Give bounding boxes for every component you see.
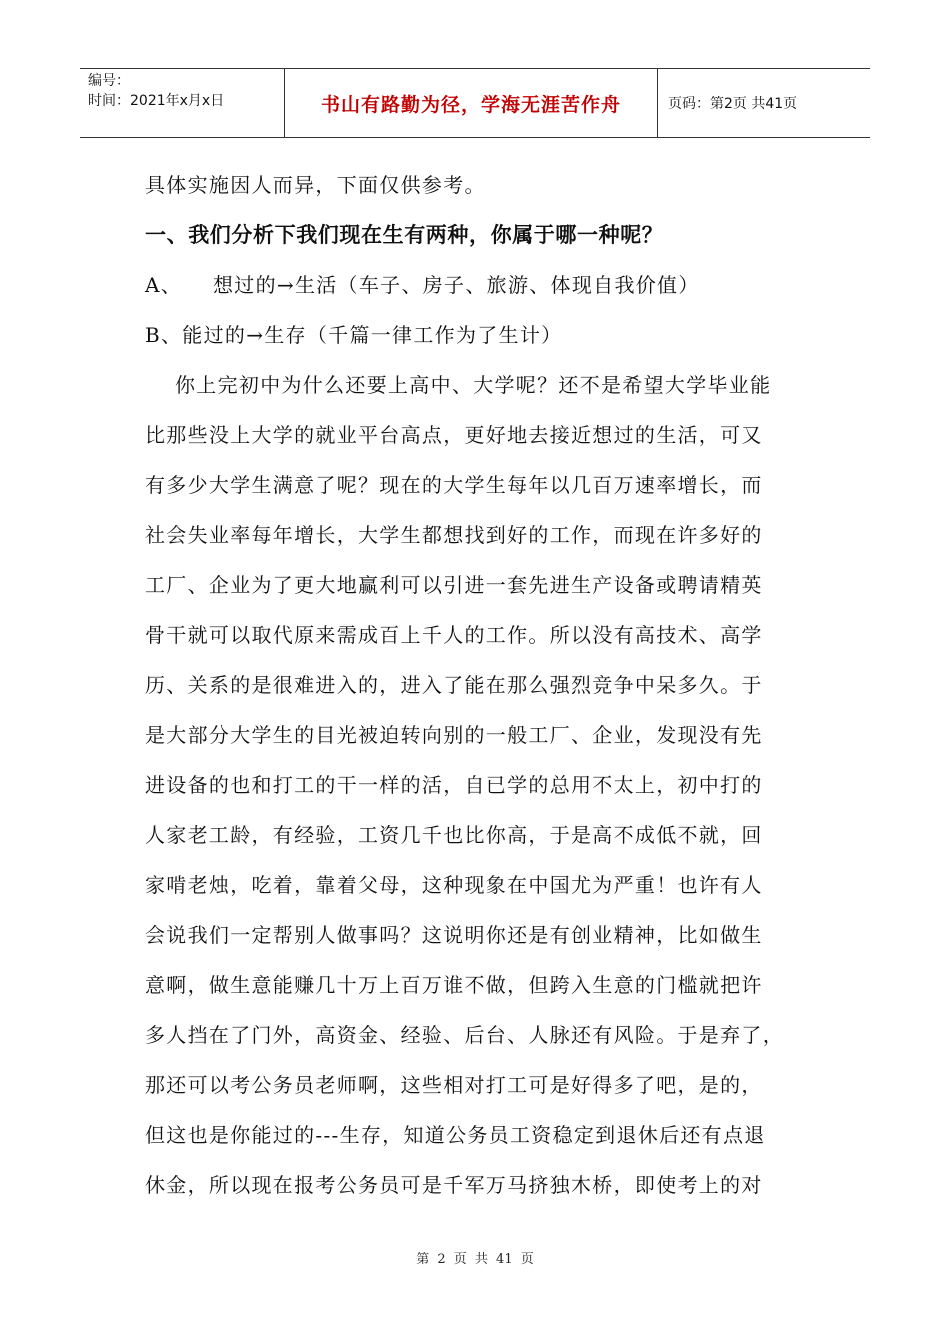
list-item-a	[145, 260, 807, 310]
paragraph-line: 家啃老烛，吃着，靠着父母，这种现象在中国尤为严重！也许有人	[145, 873, 763, 897]
header-meta	[80, 69, 285, 137]
page-header	[80, 68, 870, 138]
paragraph-line: 有多少大学生满意了呢？现在的大学生每年以几百万速率增长，而	[145, 473, 763, 497]
paragraph-line: 但这也是你能过的---生存，知道公务员工资稳定到退休后还有点退	[145, 1123, 766, 1147]
paragraph-line: 多人挡在了门外，高资金、经验、后台、人脉还有风险。于是弃了，	[145, 1023, 784, 1047]
header-motto: 书山有路勤为径，学海无涯苦作舟	[285, 69, 658, 137]
number-label: 编号：	[88, 73, 130, 89]
paragraph-line: 休金，所以现在报考公务员可是千军万马挤独木桥，即使考上的对	[145, 1173, 763, 1197]
paragraph-line: 那还可以考公务员老师啊，这些相对打工可是好得多了吧，是的，	[145, 1073, 763, 1097]
paragraph-line: 比那些没上大学的就业平台高点，更好地去接近想过的生活，可又	[145, 423, 763, 447]
paragraph-line: 进设备的也和打工的干一样的活，自已学的总用不太上，初中打的	[145, 773, 763, 797]
paragraph-line: 是大部分大学生的目光被迫转向别的一般工厂、企业，发现没有先	[145, 723, 763, 747]
paragraph-line: 骨干就可以取代原来需成百上千人的工作。所以没有高技术、高学	[145, 623, 763, 647]
list-item-b: B、能过的→生存（千篇一律工作为了生计）	[145, 323, 563, 347]
page-footer: 第 2 页 共 41 页	[416, 1252, 534, 1267]
paragraph-line: 历、关系的是很难进入的，进入了能在那么强烈竞争中呆多久。于	[145, 673, 763, 697]
paragraph-line: 意啊，做生意能赚几十万上百万谁不做，但跨入生意的门槛就把许	[145, 973, 763, 997]
paragraph-line: 工厂、企业为了更大地赢利可以引进一套先进生产设备或聘请精英	[145, 573, 763, 597]
paragraph-line: 你上完初中为什么还要上高中、大学呢？还不是希望大学毕业能	[175, 373, 772, 397]
section-heading: 一、我们分析下我们现在生有两种，你属于哪一种呢？	[145, 223, 664, 247]
list-item-a-text: 想过的→生活（车子、房子、旅游、体现自我价值）	[213, 273, 700, 297]
time-label: 时间：2021年x月x日	[88, 93, 225, 109]
paragraph-line: 会说我们一定帮别人做事吗？这说明你还是有创业精神，比如做生	[145, 923, 763, 947]
paragraph-line: 人家老工龄，有经验，工资几千也比你高，于是高不成低不就，回	[145, 823, 763, 847]
list-item-a-label: A、	[145, 273, 183, 297]
header-page-info: 页码：第2页 共41页	[668, 96, 798, 112]
intro-line: 具体实施因人而异，下面仅供参考。	[145, 173, 486, 197]
paragraph-line: 社会失业率每年增长，大学生都想找到好的工作，而现在许多好的	[145, 523, 763, 547]
document-body	[145, 160, 807, 1210]
